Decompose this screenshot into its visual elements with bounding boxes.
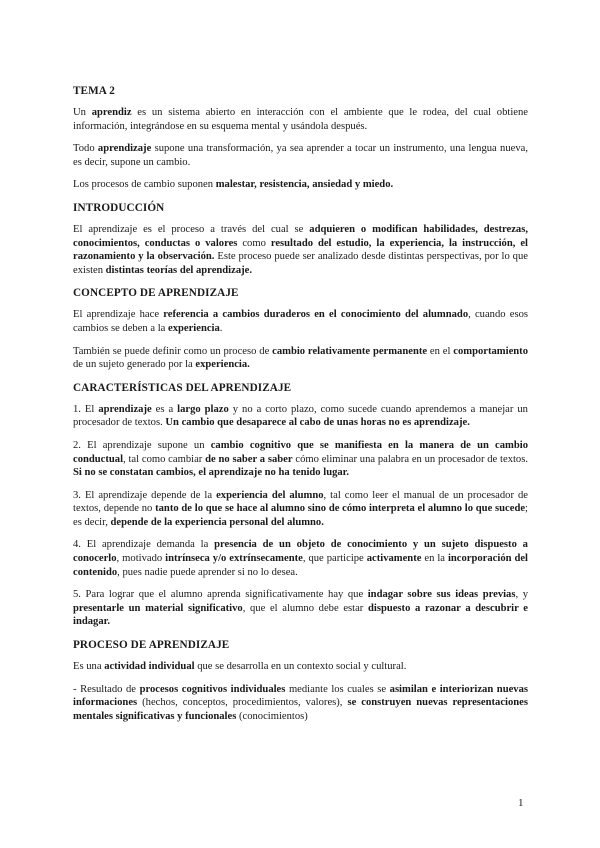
text-run: , motivado <box>116 553 166 565</box>
bold-text: largo plazo <box>177 403 229 415</box>
text-run: es un sistema abierto en interacción con el ambiente que le rodea, del cual obtiene información, integrándose en su esquema mental y usándola después. <box>73 107 528 132</box>
section <box>73 638 528 723</box>
bold-text: indagar sobre sus ideas previas <box>367 589 516 601</box>
bold-text: tanto de lo que se hace al alumno sino de cómo interpreta el alumno lo que sucede <box>155 503 526 515</box>
text-run: (conocimientos) <box>236 710 308 722</box>
text-run: . <box>219 322 223 334</box>
bold-text: incorporación del contenido <box>73 553 529 578</box>
text-run: Los procesos de cambio suponen <box>73 179 216 191</box>
text-run: , tal como leer el manual de un procesador de textos, depende no <box>73 489 528 515</box>
page-number: 1 <box>518 797 524 809</box>
bold-text: intrínseca y/o extrínsecamente <box>165 553 303 565</box>
bold-text: aprendiz <box>91 107 132 118</box>
bold-text: de no saber a saber <box>205 453 293 465</box>
text-run: Todo <box>73 143 98 155</box>
text-run: 5. Para lograr que el alumno aprenda significativamente hay que <box>73 589 368 601</box>
document-title: TEMA 2 <box>73 85 115 97</box>
bold-text: experiencia del alumno <box>216 489 324 501</box>
bold-text: comportamiento <box>453 345 528 357</box>
text-run: El aprendizaje es el proceso a través del cual se <box>73 223 310 235</box>
bold-text: procesos cognitivos individuales <box>139 683 286 695</box>
text-run: cómo eliminar una palabra en un procesador de textos. <box>292 453 528 465</box>
bold-text: distintas teorías del aprendizaje. <box>105 264 253 276</box>
bold-text: activamente <box>366 553 422 565</box>
bold-text: cambio relativamente permanente <box>272 345 428 357</box>
text-run: que se desarrolla en un contexto social y cultural. <box>194 661 407 673</box>
bold-text: cambio cognitivo que se manifiesta en la manera de un cambio conductual <box>73 439 528 465</box>
text-run: Este proceso puede ser analizado desde distintas perspectivas, por lo que existen <box>73 251 528 276</box>
text-run: 3. El aprendizaje depende de la <box>73 489 217 501</box>
section-paragraph <box>73 308 528 335</box>
section-paragraph <box>73 223 528 277</box>
intro-block <box>73 106 528 192</box>
bold-text: malestar, resistencia, ansiedad y miedo. <box>215 179 394 191</box>
bold-text: asimilan e interiorizan nuevas informaciones <box>73 683 529 709</box>
text-run: Es una <box>73 661 105 673</box>
text-run: 2. El aprendizaje supone un <box>73 439 211 451</box>
section <box>73 381 528 629</box>
text-run: El aprendizaje hace <box>73 309 164 321</box>
section-paragraph <box>73 660 528 674</box>
section-heading: CARACTERÍSTICAS DEL APRENDIZAJE <box>73 381 292 394</box>
bold-text: presentarle un material significativo <box>73 602 243 614</box>
text-run: (hechos, conceptos, procedimientos, valores), <box>137 697 348 709</box>
text-run: También se puede definir como un proceso de <box>73 345 273 357</box>
text-run: de un sujeto generado por la <box>73 359 196 371</box>
text-run: , y <box>515 589 528 601</box>
text-run: como <box>237 237 271 249</box>
text-run: y no a corto plazo, como sucede cuando aprendemos a manejar un procesador de textos. <box>73 403 528 429</box>
section-paragraph <box>73 538 528 579</box>
bold-text: experiencia. <box>195 359 250 371</box>
intro-paragraph <box>73 106 528 133</box>
text-run: - Resultado de <box>73 683 140 695</box>
text-run: Un <box>73 107 92 118</box>
bold-text: dispuesto a razonar a descubrir e indagar. <box>73 602 528 628</box>
bold-text: aprendizaje <box>98 403 152 415</box>
section-paragraph <box>73 489 528 530</box>
text-run: , tal como cambiar <box>123 453 206 465</box>
text-run: , que participe <box>302 553 367 565</box>
section-paragraph <box>73 403 528 430</box>
text-run: , pues nadie puede aprender si no lo desea. <box>117 566 298 578</box>
bold-text: resultado del estudio, la experiencia, la instrucción, el razonamiento y la observación. <box>73 237 528 263</box>
text-run: 1. El <box>73 403 99 415</box>
bold-text: Un cambio que desaparece al cabo de unas horas no es aprendizaje. <box>165 417 470 429</box>
intro-paragraph <box>73 178 528 192</box>
text-run: es a <box>151 403 178 415</box>
text-run: , que el alumno debe estar <box>242 602 368 614</box>
text-run: 4. El aprendizaje demanda la <box>73 539 215 551</box>
document-body <box>73 84 528 732</box>
section-paragraph <box>73 345 528 372</box>
text-run: en la <box>421 553 448 565</box>
bold-text: depende de la experiencia personal del alumno. <box>110 516 324 528</box>
section-paragraph <box>73 439 528 480</box>
section-paragraph <box>73 588 528 629</box>
bold-text: experiencia <box>168 322 220 334</box>
section-paragraph <box>73 683 528 724</box>
bold-text: actividad individual <box>104 661 195 673</box>
bold-text: adquieren o modifican habilidades, destrezas, conocimientos, conductas o valores <box>73 223 528 249</box>
bold-text: referencia a cambios duraderos en el conocimiento del alumnado <box>163 309 469 321</box>
bold-text: Si no se constatan cambios, el aprendizaje no ha tenido lugar. <box>73 467 350 479</box>
text-run: supone una transformación, ya sea aprender a tocar un instrumento, una lengua nueva, es decir, supone un cambio. <box>73 143 528 168</box>
bold-text: aprendizaje <box>97 143 152 155</box>
text-run: ; es decir, <box>73 503 528 528</box>
section <box>73 201 528 277</box>
text-run: mediante los cuales se <box>285 683 390 695</box>
bold-text: presencia de un objeto de conocimiento y un sujeto dispuesto a conocerlo <box>73 539 528 565</box>
bold-text: se construyen nuevas representaciones mentales significativas y funcionales <box>73 697 528 722</box>
text-run: , cuando esos cambios se deben a la <box>73 309 529 334</box>
text-run: en el <box>427 345 454 357</box>
intro-paragraph <box>73 142 528 169</box>
section-heading: PROCESO DE APRENDIZAJE <box>73 639 230 652</box>
section-heading: INTRODUCCIÓN <box>73 201 165 214</box>
sections-container <box>73 201 528 723</box>
section <box>73 286 528 371</box>
section-heading: CONCEPTO DE APRENDIZAJE <box>73 287 239 300</box>
